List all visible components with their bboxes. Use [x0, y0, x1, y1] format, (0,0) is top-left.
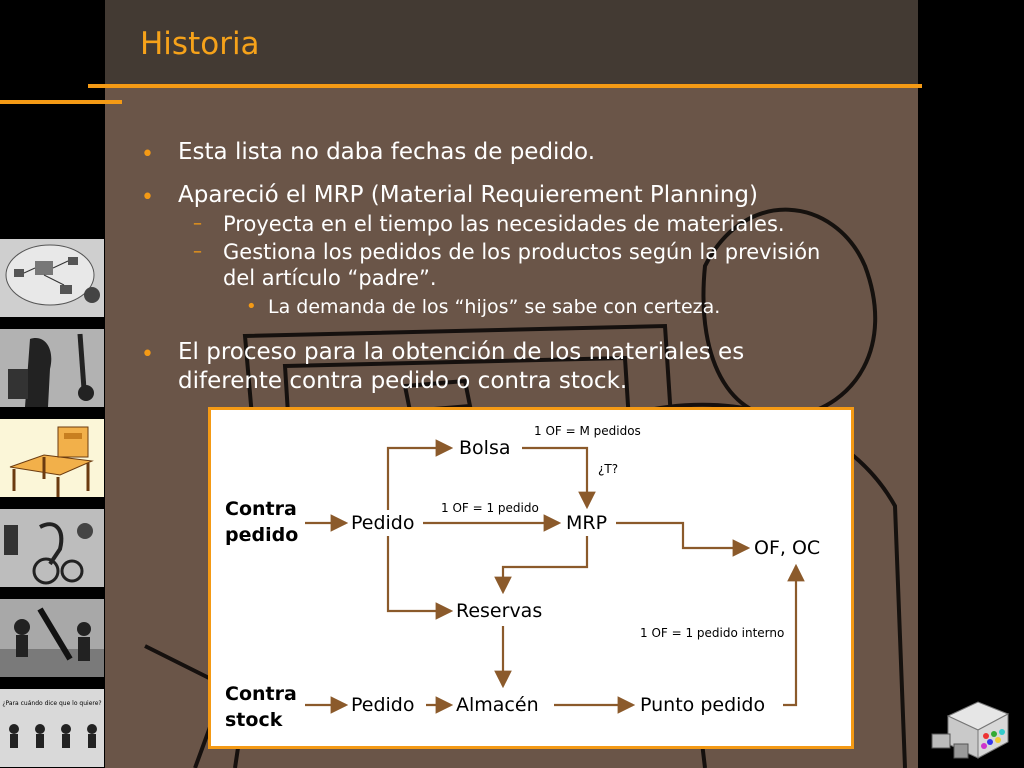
label-contra-pedido-line-1: Contra [225, 498, 297, 520]
bullet-marker: • [141, 185, 154, 210]
thumbnail-bicycle-mechanic [0, 509, 104, 587]
arrow-pedido-to-reservas [388, 536, 451, 611]
node-of-oc: OF, OC [754, 537, 821, 559]
label-contra-stock-line-1: Contra [225, 683, 297, 705]
label-contra-pedido [225, 496, 298, 548]
arrow-bolsa-to-mrp [522, 448, 587, 507]
label-contra-stock-line-2: stock [225, 709, 283, 731]
label-contra-stock [225, 681, 297, 733]
arrow-punto-to-ofoc [783, 566, 796, 705]
left-accent-line [0, 100, 122, 104]
thumbnail-chair [0, 419, 104, 497]
arrow-mrp-to-ofoc [616, 523, 748, 548]
sub-bullet-marker: – [193, 213, 202, 234]
sub-sub-bullet-marker: • [246, 296, 257, 317]
node-punto-pedido: Punto pedido [640, 694, 766, 716]
sub-bullet-2-line-1: Gestiona los pedidos de los productos según la previsión [223, 240, 821, 264]
title-underline [88, 84, 922, 88]
sub-bullet-1: Proyecta en el tiempo las necesidades de materiales. [223, 212, 785, 236]
node-mrp: MRP [566, 512, 608, 534]
thumbnail-network-diagram [0, 239, 104, 317]
sub-bullet-marker: – [193, 241, 202, 262]
annotation-pedido-interno: 1 OF = 1 pedido interno [640, 626, 785, 640]
process-diagram [208, 407, 854, 749]
sub-bullet-2-line-2: del artículo “padre”. [223, 266, 437, 290]
annotation-m-pedidos: 1 OF = M pedidos [534, 424, 641, 438]
arrow-mrp-to-reservas [503, 536, 587, 592]
thumbnail-comic-strip [0, 689, 104, 767]
thumbnail-factory-workers [0, 599, 104, 677]
annotation-uno-pedido: 1 OF = 1 pedido [441, 501, 539, 515]
computer-network-icon [928, 696, 1016, 764]
slide-title: Historia [140, 26, 260, 62]
bullet-3-line-2: diferente contra pedido o contra stock. [178, 368, 628, 394]
node-almacen: Almacén [456, 694, 539, 716]
bullet-2: Apareció el MRP (Material Requierement Planning) [178, 182, 758, 208]
node-pedido-top: Pedido [351, 512, 415, 534]
comic-caption: ¿Para cuándo dice que lo quiere? [2, 700, 102, 707]
node-pedido-bottom: Pedido [351, 694, 415, 716]
thumbnail-workshop-scene [0, 329, 104, 407]
bullet-3-line-1: El proceso para la obtención de los materiales es [178, 339, 745, 365]
node-reservas: Reservas [456, 600, 543, 622]
bullet-marker: • [141, 142, 154, 167]
sub-sub-bullet: La demanda de los “hijos” se sabe con certeza. [268, 296, 721, 318]
bullet-1: Esta lista no daba fechas de pedido. [178, 139, 596, 165]
annotation-t-question: ¿T? [598, 462, 619, 476]
bullet-marker: • [141, 342, 154, 367]
label-contra-pedido-line-2: pedido [225, 524, 299, 546]
node-bolsa: Bolsa [459, 437, 511, 459]
